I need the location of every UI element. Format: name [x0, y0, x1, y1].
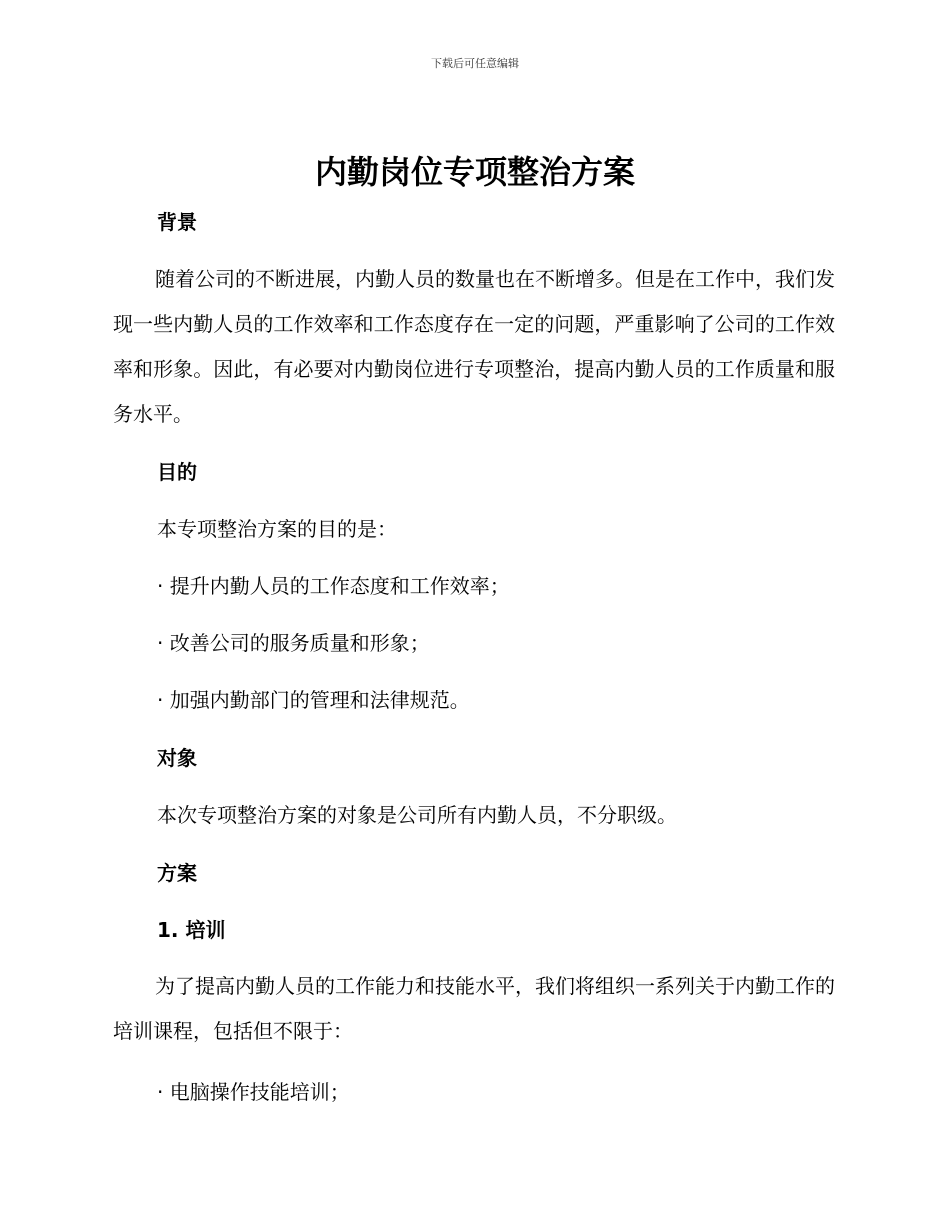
section-heading-purpose: 目的: [157, 460, 197, 484]
document-title: 内勤岗位专项整治方案: [314, 153, 635, 191]
purpose-bullet-item: [157, 571, 510, 601]
bullet-icon: ·: [157, 574, 164, 598]
purpose-bullet-item: [157, 628, 430, 658]
bullet-icon: ·: [157, 631, 164, 655]
section-heading-plan: 方案: [157, 861, 197, 885]
subsection-heading-training: 1. 培训: [157, 918, 226, 942]
purpose-intro: 本专项整治方案的目的是：: [157, 517, 397, 541]
section-heading-target: 对象: [157, 746, 197, 770]
purpose-bullet-text: 加强内勤部门的管理和法律规范。: [169, 688, 470, 712]
purpose-bullet-text: 改善公司的服务质量和形象；: [169, 631, 430, 655]
training-bullet-item: [157, 1077, 350, 1107]
section-heading-background: 背景: [157, 210, 197, 234]
page-header-note: 下载后可任意编辑: [431, 57, 519, 70]
target-paragraph: 本次专项整治方案的对象是公司所有内勤人员，不分职级。: [157, 803, 677, 827]
bullet-icon: ·: [157, 1080, 164, 1104]
training-paragraph: 为了提高内勤人员的工作能力和技能水平，我们将组织一系列关于内勤工作的培训课程，包括但不限于：: [113, 974, 835, 1043]
purpose-bullet-item: [157, 685, 470, 715]
purpose-bullet-text: 提升内勤人员的工作态度和工作效率；: [169, 574, 510, 598]
bullet-icon: ·: [157, 688, 164, 712]
background-paragraph: 随着公司的不断进展，内勤人员的数量也在不断增多。但是在工作中，我们发现一些内勤人员的工作效率和工作态度存在一定的问题，严重影响了公司的工作效率和形象。因此，有必要对内勤岗位进行专项整治，提高内勤人员的工作质量和服务水平。: [113, 267, 835, 426]
training-bullet-text: 电脑操作技能培训；: [169, 1080, 350, 1104]
